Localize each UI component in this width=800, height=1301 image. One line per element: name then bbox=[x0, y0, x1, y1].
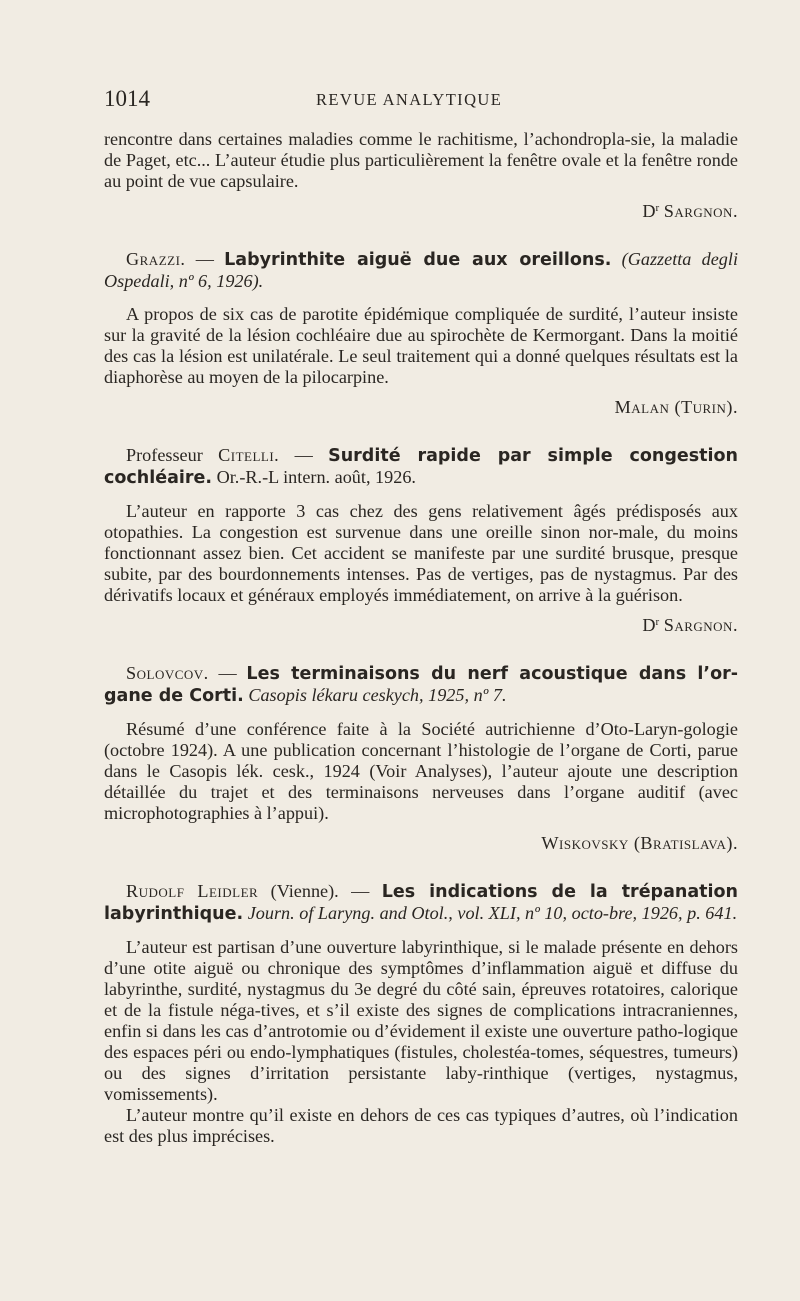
entry-heading bbox=[104, 881, 738, 925]
carryover-paragraph: rencontre dans certaines maladies comme le rachitisme, l’achondropla-sie, la maladie de Paget, etc... L’auteur étudie plus particulièrement la fenêtre ovale et la fenêtre ronde au point de vue capsulaire. bbox=[104, 129, 738, 191]
entry-dash: — bbox=[185, 249, 225, 269]
entry-title: Les indications de la trépanation labyrinthique. bbox=[104, 882, 739, 924]
signature-name: Sargnon. bbox=[663, 201, 738, 221]
entry-author: Rudolf Leidler bbox=[126, 881, 259, 901]
entry-body-continued: L’auteur montre qu’il existe en dehors de ces cas typiques d’autres, où l’indication est des plus imprécises. bbox=[104, 1105, 738, 1146]
entry-place: (Vienne). bbox=[258, 881, 339, 901]
page-content bbox=[104, 129, 738, 1147]
entry-title: Labyrinthite aiguë due aux oreillons. bbox=[224, 250, 612, 270]
entry-body: Résumé d’une conférence faite à la Société autrichienne d’Oto-Laryn-gologie (octobre 1924). A une publication concernant l’histologie de l’organe de Corti, parue dans le Casopis lék. cesk., 1924 (Voir Analyses), l’auteur ajoute une description détaillée du trajet et des terminaisons nerveuses dans l’organe auditif (avec microphotographies à l’appui). bbox=[104, 719, 738, 823]
signature bbox=[104, 833, 738, 854]
review-entry bbox=[104, 445, 738, 636]
entry-body: A propos de six cas de parotite épidémique compliquée de surdité, l’auteur insiste sur la gravité de la lésion cochléaire due au spirochète de Kermorgant. Dans la moitié des cas la lésion est unilatérale. Le seul traitement qui a donné quelques résultats est la diaphorèse au moyen de la pilocarpine. bbox=[104, 304, 738, 387]
signature-name: Malan (Turin). bbox=[614, 397, 738, 417]
entry-source: (Gazzetta degli Ospedali, nº 6, 1926). bbox=[104, 249, 738, 291]
signature-name: Wiskovsky (Bratislava). bbox=[541, 833, 738, 853]
entry-source: Casopis lékaru ceskych, 1925, nº 7. bbox=[243, 685, 507, 705]
entry-title: Les terminaisons du nerf acoustique dans l’or-gane de Corti. bbox=[104, 664, 738, 706]
review-entry bbox=[104, 249, 738, 418]
review-entry bbox=[104, 663, 738, 854]
entry-author: Citelli. bbox=[218, 445, 280, 465]
signature-sup: r bbox=[655, 202, 660, 214]
entry-heading bbox=[104, 445, 738, 489]
entry-heading bbox=[104, 249, 738, 292]
page-number: 1014 bbox=[104, 86, 150, 111]
entry-dash: — bbox=[208, 663, 247, 683]
entry-author: Solovcov. bbox=[126, 663, 209, 683]
entry-body: L’auteur est partisan d’une ouverture labyrinthique, si le malade présente en dehors d’une otite aiguë ou chronique des symptômes d’inflammation aiguë et diffuse du labyrinthe, surdité, nystagmus du 3e degré du côté sain, épreuves rotatoires, calorique et de la fistule néga-tives, et s’il existe des signes de complications intracraniennes, enfin si dans les cas d’antrotomie ou d’évidement il existe une ouverture patho-logique des espaces péri ou endo-lymphatiques (fistules, cholestéa-tomes, séquestres, tumeurs) ou des signes d’irritation persistante laby-rinthique (vertiges, nystagmus, vomissements). bbox=[104, 937, 738, 1104]
entry-prefix: Professeur bbox=[126, 445, 219, 465]
entry-body: L’auteur en rapporte 3 cas chez des gens relativement âgés prédisposés aux otopathies. La congestion est survenue dans une oreille sinon nor-male, du moins fonctionnant assez bien. Cet accident se manifeste par une surdité brusque, presque subite, par des bourdonnements intenses. Pas de vertiges, pas de nystagmus. Par des dérivatifs locaux et généraux employés immédiatement, on arrive à la guérison. bbox=[104, 501, 738, 605]
signature bbox=[104, 615, 738, 636]
entry-title: Surdité rapide par simple congestion cochléaire. bbox=[104, 446, 738, 488]
page-header bbox=[104, 86, 738, 116]
entry-author: Grazzi. bbox=[126, 249, 186, 269]
signature bbox=[104, 397, 738, 418]
entry-source: Or.-R.-L intern. août, 1926. bbox=[212, 467, 416, 487]
entry-source: Journ. of Laryng. and Otol., vol. XLI, nº 10, octo-bre, 1926, p. 641. bbox=[243, 903, 738, 923]
signature-name: Sargnon. bbox=[663, 615, 738, 635]
entry-heading bbox=[104, 663, 738, 707]
signature bbox=[104, 201, 738, 222]
signature-sup: r bbox=[655, 616, 660, 628]
entry-dash: — bbox=[279, 445, 329, 465]
signature-prefix: D bbox=[642, 201, 656, 221]
running-title: REVUE ANALYTIQUE bbox=[316, 90, 503, 109]
signature-prefix: D bbox=[642, 615, 656, 635]
entry-dash: — bbox=[338, 881, 382, 901]
review-entry bbox=[104, 881, 738, 1147]
